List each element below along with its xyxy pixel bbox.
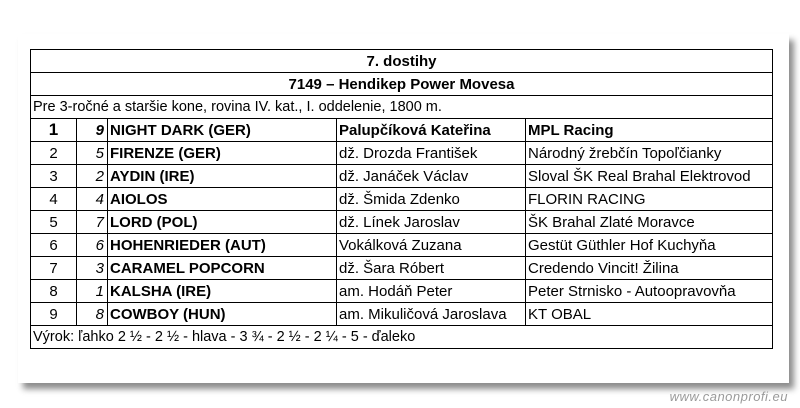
owner-name: ŠK Brahal Zlaté Moravce — [526, 211, 773, 234]
race-title: 7. dostihy — [31, 50, 773, 73]
margins-row — [31, 326, 773, 349]
owner-name: Peter Strnisko - Autoopravovňa — [526, 280, 773, 303]
jockey-name: dž. Janáček Václav — [337, 165, 526, 188]
owner-name: Národný žrebčín Topoľčianky — [526, 142, 773, 165]
result-row — [31, 280, 773, 303]
finish-place: 9 — [31, 303, 77, 326]
horse-name: LORD (POL) — [108, 211, 337, 234]
race-results-table — [30, 49, 773, 349]
finish-place: 6 — [31, 234, 77, 257]
result-row — [31, 257, 773, 280]
finish-place: 1 — [31, 119, 77, 142]
owner-name: KT OBAL — [526, 303, 773, 326]
horse-name: KALSHA (IRE) — [108, 280, 337, 303]
finish-place: 8 — [31, 280, 77, 303]
result-row — [31, 303, 773, 326]
jockey-name: am. Mikuličová Jaroslava — [337, 303, 526, 326]
horse-name: NIGHT DARK (GER) — [108, 119, 337, 142]
horse-name: CARAMEL POPCORN — [108, 257, 337, 280]
jockey-name: dž. Drozda František — [337, 142, 526, 165]
race-margins: Výrok: ľahko 2 ½ - 2 ½ - hlava - 3 ¾ - 2 ½ - 2 ¼ - 5 - ďaleko — [31, 326, 773, 349]
start-number: 1 — [77, 280, 108, 303]
result-row — [31, 234, 773, 257]
finish-place: 5 — [31, 211, 77, 234]
start-number: 7 — [77, 211, 108, 234]
start-number: 5 — [77, 142, 108, 165]
owner-name: Sloval ŠK Real Brahal Elektrovod — [526, 165, 773, 188]
watermark-text: www.canonprofi.eu — [669, 389, 788, 404]
result-row — [31, 188, 773, 211]
start-number: 2 — [77, 165, 108, 188]
horse-name: HOHENRIEDER (AUT) — [108, 234, 337, 257]
result-row — [31, 119, 773, 142]
race-conditions-row — [31, 96, 773, 119]
jockey-name: dž. Šmida Zdenko — [337, 188, 526, 211]
race-title-row — [31, 50, 773, 73]
jockey-name: am. Hodáň Peter — [337, 280, 526, 303]
finish-place: 7 — [31, 257, 77, 280]
start-number: 4 — [77, 188, 108, 211]
horse-name: FIRENZE (GER) — [108, 142, 337, 165]
owner-name: Gestüt Güthler Hof Kuchyňa — [526, 234, 773, 257]
start-number: 8 — [77, 303, 108, 326]
finish-place: 4 — [31, 188, 77, 211]
horse-name: AYDIN (IRE) — [108, 165, 337, 188]
owner-name: MPL Racing — [526, 119, 773, 142]
race-name-row — [31, 73, 773, 96]
finish-place: 3 — [31, 165, 77, 188]
start-number: 6 — [77, 234, 108, 257]
results-sheet — [30, 49, 772, 349]
start-number: 9 — [77, 119, 108, 142]
jockey-name: dž. Šara Róbert — [337, 257, 526, 280]
owner-name: FLORIN RACING — [526, 188, 773, 211]
owner-name: Credendo Vincit! Žilina — [526, 257, 773, 280]
race-name: 7149 – Hendikep Power Movesa — [31, 73, 773, 96]
race-conditions: Pre 3-ročné a staršie kone, rovina IV. kat., I. oddelenie, 1800 m. — [31, 96, 773, 119]
finish-place: 2 — [31, 142, 77, 165]
jockey-name: dž. Línek Jaroslav — [337, 211, 526, 234]
result-row — [31, 142, 773, 165]
jockey-name: Vokálková Zuzana — [337, 234, 526, 257]
result-row — [31, 165, 773, 188]
horse-name: COWBOY (HUN) — [108, 303, 337, 326]
result-row — [31, 211, 773, 234]
start-number: 3 — [77, 257, 108, 280]
jockey-name: Palupčíková Kateřina — [337, 119, 526, 142]
horse-name: AIOLOS — [108, 188, 337, 211]
